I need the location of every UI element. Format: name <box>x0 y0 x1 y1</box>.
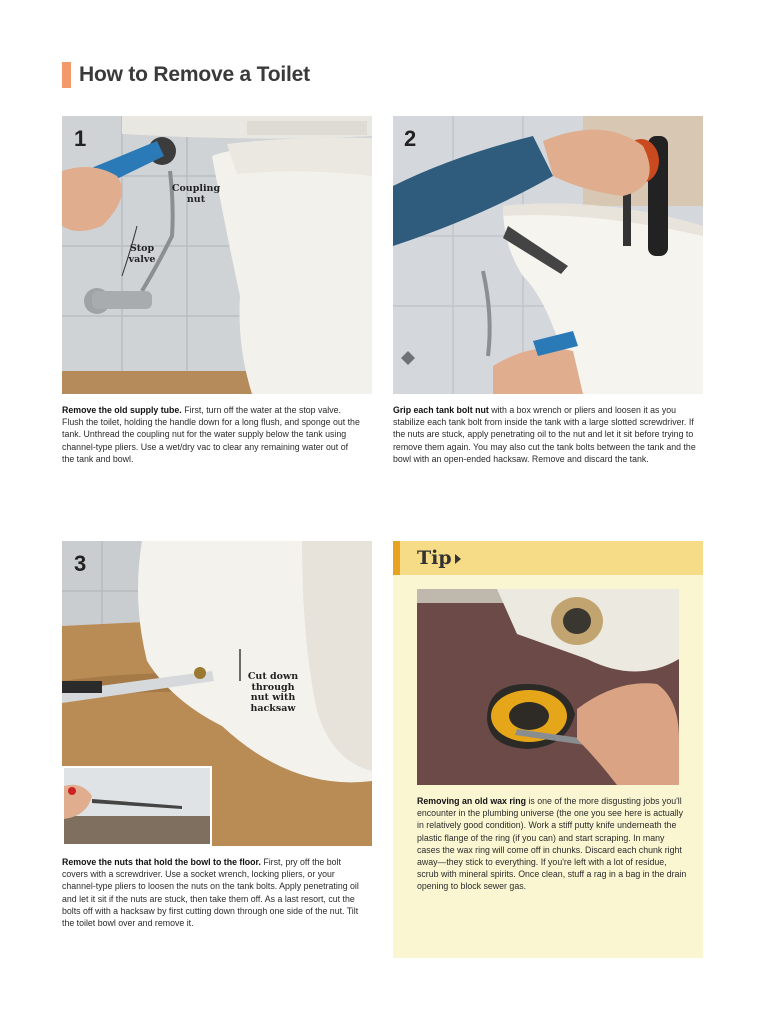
step-2-number: 2 <box>404 126 417 151</box>
right-triangle-icon <box>455 554 461 564</box>
step-1-illustration <box>62 116 372 394</box>
tip-box <box>393 541 703 958</box>
step-1-number: 1 <box>74 126 87 151</box>
tip-caption <box>417 795 689 893</box>
tip-caption-lead: Removing an old wax ring <box>417 796 526 806</box>
step-1-photo <box>62 116 372 394</box>
tip-photo <box>417 589 679 785</box>
step-2-caption-body: with a box wrench or pliers and loosen it as you stabilize each tank bolt from inside the tank with a large slotted screwdriver. If the nuts are stuck, apply penetrating oil to the nut and let it sit before trying to remove them again. You may also cut the tank bolts between the tank and the bowl with an open-ended hacksaw. Remove and discard the tank. <box>393 405 696 464</box>
tip-illustration <box>417 589 679 785</box>
tip-header <box>393 541 703 575</box>
title-accent-bar <box>62 62 71 88</box>
tip-label: Tip <box>417 547 452 569</box>
title-block <box>62 60 310 90</box>
step-1-caption <box>62 404 362 465</box>
step-3-number: 3 <box>74 551 87 576</box>
step-3-callout-cut-down: Cut down through nut with hacksaw <box>247 671 299 714</box>
step-3-illustration <box>62 541 372 846</box>
step-2-caption <box>393 404 697 465</box>
step-3-photo <box>62 541 372 846</box>
step-2-illustration <box>393 116 703 394</box>
tip-accent-bar <box>393 541 400 575</box>
step-1-callout-stop-valve: Stop valve <box>128 243 156 265</box>
step-2-caption-lead: Grip each tank bolt nut <box>393 405 489 415</box>
page-title: How to Remove a Toilet <box>79 63 310 86</box>
step-3-caption-lead: Remove the nuts that hold the bowl to the floor. <box>62 857 261 867</box>
step-3-caption-body: First, pry off the bolt covers with a screwdriver. Use a socket wrench, locking pliers, or your channel-type pliers to loosen the nuts on the tank bolts. Apply penetrating oil and let it sit if the nuts are stuck, then take them off. As a last resort, cut the bolts off with a hacksaw by first cutting down through one side of the nut. Tilt the toilet bowl over and remove it. <box>62 857 359 929</box>
step-1-caption-lead: Remove the old supply tube. <box>62 405 182 415</box>
step-2-photo <box>393 116 703 394</box>
step-1-callout-coupling-nut: Coupling nut <box>171 183 221 205</box>
step-3-caption <box>62 856 366 929</box>
step-1-caption-body: First, turn off the water at the stop valve. Flush the toilet, holding the handle down for a long flush, and sponge out the tank. Unthread the coupling nut for the water supply below the tank using channel-type pliers. Use a wet/dry vac to clear any remaining water out of the tank and bowl. <box>62 405 360 464</box>
tip-caption-body: is one of the more disgusting jobs you'll encounter in the plumbing universe (the one you see here is actually in relatively good condition). Work a stiff putty knife underneath the plastic flange of the ring (if you can) and start scraping. In many cases the wax ring will come off in chunks. Discard each chunk right away—they stick to everything. If you're left with a lot of residue, scrub with mineral spirits. Once clean, stuff a rag in a bag in the drain opening to block sewer gas. <box>417 796 687 892</box>
